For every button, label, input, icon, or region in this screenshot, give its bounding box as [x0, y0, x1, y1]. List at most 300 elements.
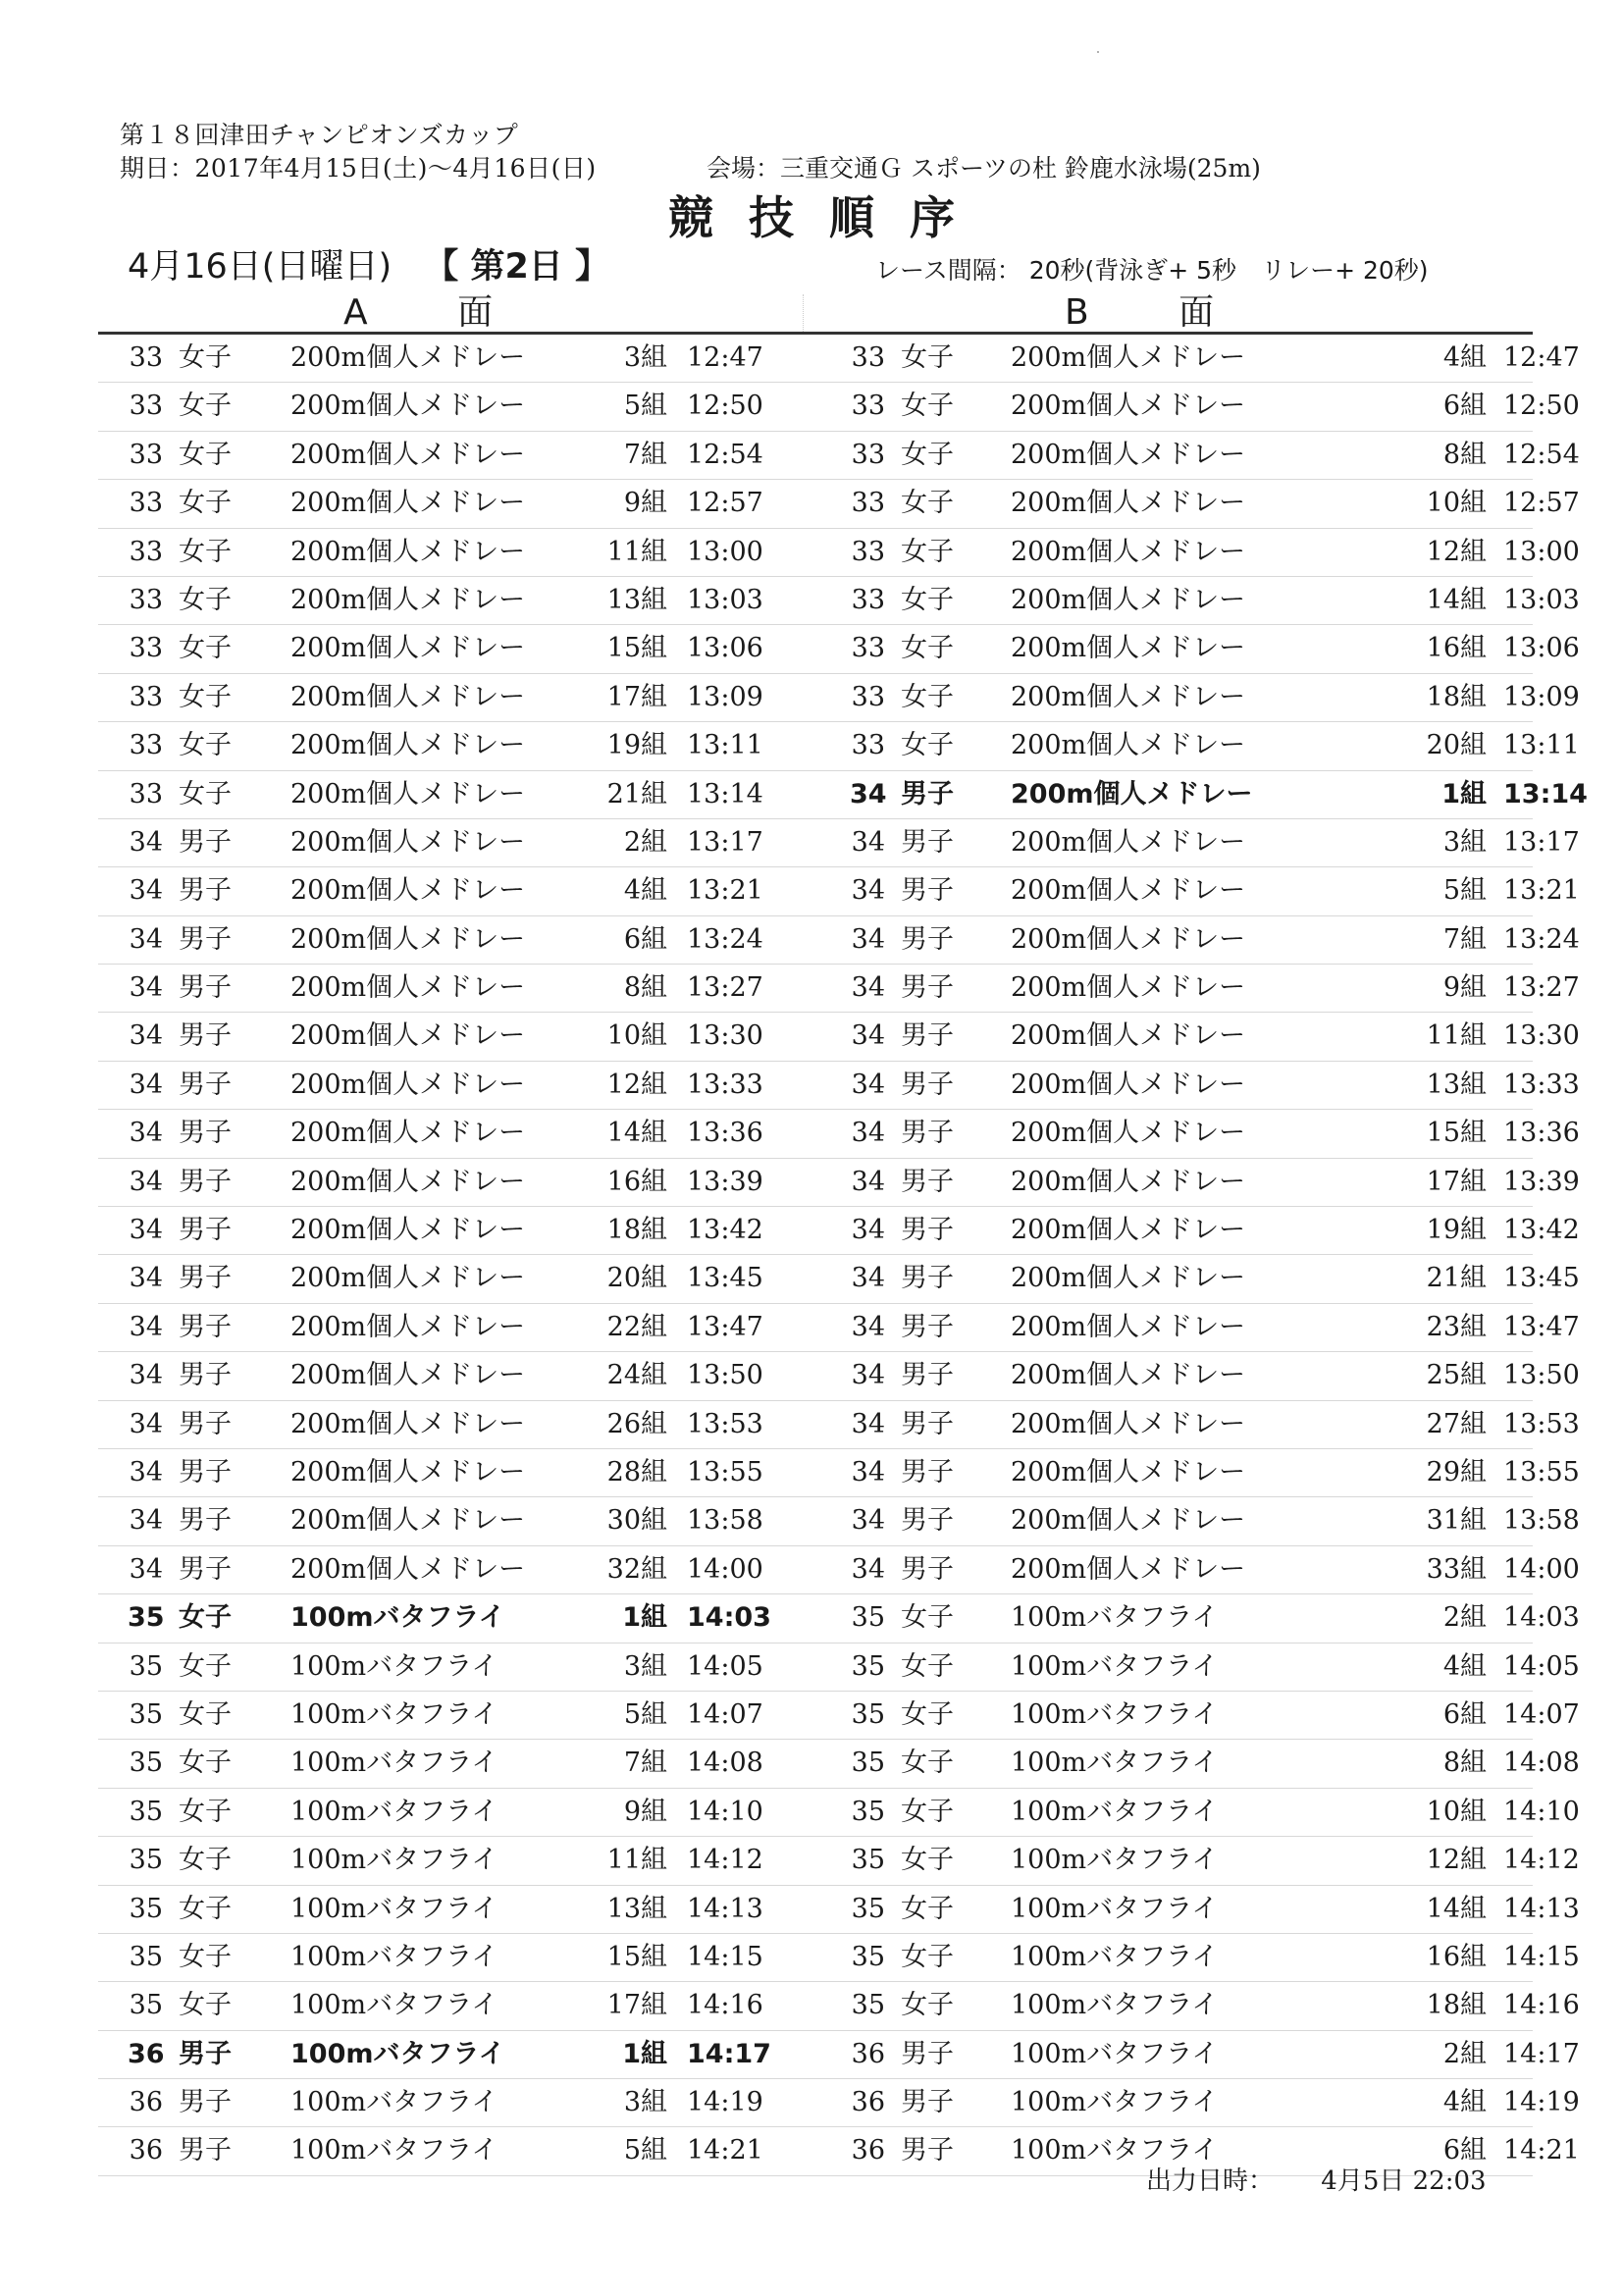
side-b-event-number: 35	[851, 1893, 885, 1924]
table-row	[98, 1594, 1580, 1643]
output-timestamp	[1146, 2161, 1487, 2197]
side-a-start-time: 13:50	[687, 1360, 763, 1391]
side-a-event-number: 34	[129, 1553, 163, 1585]
side-a-event-number: 35	[129, 1650, 163, 1682]
side-a-heat: 1組	[622, 1602, 667, 1634]
side-b-heat: 33組	[1426, 1553, 1487, 1585]
side-a-event-number: 35	[129, 1941, 163, 1972]
side-a-heat: 5組	[623, 391, 667, 422]
side-b-heat: 27組	[1426, 1408, 1487, 1439]
side-b-start-time: 12:57	[1503, 488, 1580, 519]
side-b-event-number: 34	[851, 1408, 885, 1439]
side-a-gender: 男子	[179, 1553, 232, 1585]
side-b-event-number: 35	[851, 1796, 885, 1827]
side-a-heat: 11組	[606, 536, 667, 567]
side-a-gender: 女子	[179, 730, 232, 761]
side-b-start-time: 12:50	[1503, 391, 1580, 422]
side-a-start-time: 14:03	[687, 1602, 771, 1634]
side-b-start-time: 14:19	[1503, 2087, 1580, 2118]
side-b-event-number: 35	[851, 1990, 885, 2021]
side-a-gender: 女子	[179, 1990, 232, 2021]
side-a-heat: 2組	[623, 826, 667, 858]
side-a-event-number: 33	[129, 681, 163, 712]
side-a-heat: 3組	[623, 2087, 667, 2118]
day-heading	[128, 239, 609, 288]
side-a-gender: 男子	[179, 2087, 232, 2118]
side-a-event-name: 200m個人メドレー	[290, 923, 526, 955]
side-b-event-name: 200m個人メドレー	[1011, 778, 1253, 809]
side-a-event-name: 200m個人メドレー	[290, 972, 526, 1004]
side-b-gender: 男子	[901, 1215, 954, 1246]
side-a-gender: 男子	[179, 1020, 232, 1052]
side-b-gender: 男子	[901, 1408, 954, 1439]
side-b-heat: 6組	[1442, 391, 1487, 422]
side-b-event-number: 35	[851, 1941, 885, 1972]
table-row	[98, 625, 1580, 673]
side-b-heat: 16組	[1426, 1941, 1487, 1972]
table-row	[98, 1982, 1580, 2030]
table-row	[98, 335, 1580, 383]
table-row	[98, 965, 1580, 1013]
side-a-gender: 男子	[179, 1505, 232, 1537]
side-a-event-name: 200m個人メドレー	[290, 1166, 526, 1197]
side-b-start-time: 13:53	[1503, 1408, 1580, 1439]
table-row	[98, 674, 1580, 722]
table-row	[98, 916, 1580, 965]
side-b-heat: 2組	[1442, 1602, 1487, 1634]
document-title: 競技順序	[668, 191, 990, 244]
side-b-start-time: 12:54	[1503, 439, 1580, 470]
side-b-event-number: 34	[851, 1505, 885, 1537]
side-b-gender: 男子	[901, 2135, 954, 2166]
side-a-event-name: 200m個人メドレー	[290, 730, 526, 761]
side-a-start-time: 14:19	[687, 2087, 763, 2118]
side-b-event-name: 100mバタフライ	[1011, 1990, 1219, 2021]
side-b-event-name: 200m個人メドレー	[1011, 972, 1246, 1004]
side-a-event-name: 200m個人メドレー	[290, 633, 526, 664]
side-a-gender: 女子	[179, 1698, 232, 1730]
side-a-event-number: 34	[129, 875, 163, 907]
side-b-start-time: 13:36	[1503, 1118, 1580, 1149]
table-row	[98, 1837, 1580, 1885]
side-b-gender: 女子	[901, 1941, 954, 1972]
side-b-event-name: 200m個人メドレー	[1011, 1215, 1246, 1246]
side-b-event-name: 200m個人メドレー	[1011, 1505, 1246, 1537]
side-a-event-name: 200m個人メドレー	[290, 1118, 526, 1149]
side-b-start-time: 13:27	[1503, 972, 1580, 1004]
side-b-heat: 7組	[1442, 923, 1487, 955]
side-b-gender: 男子	[901, 1166, 954, 1197]
side-b-gender: 男子	[901, 1118, 954, 1149]
side-b-start-time: 13:09	[1503, 681, 1580, 712]
day-label: 【 第2日 】	[424, 247, 609, 287]
side-b-gender: 男子	[901, 1020, 954, 1052]
side-b-start-time: 13:30	[1503, 1020, 1580, 1052]
side-a-event-name: 200m個人メドレー	[290, 488, 526, 519]
side-b-gender: 女子	[901, 1698, 954, 1730]
side-b-start-time: 13:21	[1503, 875, 1580, 907]
side-b-start-time: 13:58	[1503, 1505, 1580, 1537]
schedule-table	[98, 335, 1588, 2176]
side-b-heat: 6組	[1442, 1698, 1487, 1730]
side-b-event-name: 100mバタフライ	[1011, 1845, 1219, 1876]
side-b-gender: 女子	[901, 681, 954, 712]
side-b-start-time: 14:16	[1503, 1990, 1580, 2021]
side-a-heat: 5組	[623, 2135, 667, 2166]
table-row	[98, 1789, 1580, 1837]
side-a-gender: 男子	[179, 1263, 232, 1294]
side-b-heat: 14組	[1426, 1893, 1487, 1924]
table-row	[98, 529, 1580, 577]
side-b-event-name: 200m個人メドレー	[1011, 730, 1246, 761]
side-a-event-number: 34	[129, 826, 163, 858]
side-a-start-time: 12:57	[687, 488, 763, 519]
side-a-start-time: 13:06	[687, 633, 763, 664]
side-b-event-number: 34	[851, 1456, 885, 1487]
side-a-event-number: 34	[129, 972, 163, 1004]
side-a-start-time: 13:11	[687, 730, 763, 761]
side-a-heat: 17組	[606, 681, 667, 712]
side-b-event-name: 200m個人メドレー	[1011, 1166, 1246, 1197]
side-b-heat: 31組	[1426, 1505, 1487, 1537]
race-interval: レース間隔： 20秒(背泳ぎ+ 5秒 リレー+ 20秒)	[875, 256, 1429, 285]
side-b-heat: 14組	[1426, 584, 1487, 615]
side-b-event-number: 33	[851, 681, 885, 712]
side-a-start-time: 14:07	[687, 1698, 763, 1730]
side-b-event-number: 34	[851, 923, 885, 955]
side-a-heat: 32組	[606, 1553, 667, 1585]
side-a-event-name: 200m個人メドレー	[290, 342, 526, 373]
side-a-event-number: 36	[128, 2038, 165, 2069]
side-a-heat: 8組	[623, 972, 667, 1004]
side-b-gender: 男子	[901, 826, 954, 858]
side-a-gender: 男子	[179, 1166, 232, 1197]
side-a-gender: 女子	[179, 1893, 232, 1924]
table-row	[98, 480, 1580, 528]
side-a-event-number: 35	[129, 1698, 163, 1730]
side-a-event-number: 34	[129, 1311, 163, 1342]
side-b-start-time: 13:42	[1503, 1215, 1580, 1246]
side-b-heat: 19組	[1426, 1215, 1487, 1246]
side-b-event-number: 34	[851, 1311, 885, 1342]
column-divider	[803, 294, 804, 334]
side-a-event-name: 200m個人メドレー	[290, 875, 526, 907]
side-a-event-number: 34	[129, 1069, 163, 1100]
side-b-heat: 9組	[1442, 972, 1487, 1004]
table-row	[98, 2031, 1580, 2079]
side-a-start-time: 14:17	[687, 2038, 771, 2069]
side-b-start-time: 13:14	[1503, 778, 1588, 809]
side-b-start-time: 14:07	[1503, 1698, 1580, 1730]
side-b-gender: 男子	[901, 1311, 954, 1342]
side-b-gender: 女子	[901, 1893, 954, 1924]
side-b-gender: 男子	[901, 1263, 954, 1294]
side-b-event-number: 34	[850, 778, 887, 809]
side-b-event-name: 200m個人メドレー	[1011, 439, 1246, 470]
side-b-start-time: 14:17	[1503, 2038, 1580, 2069]
side-b-event-number: 34	[851, 1360, 885, 1391]
side-a-event-name: 200m個人メドレー	[290, 439, 526, 470]
side-a-gender: 女子	[179, 1796, 232, 1827]
side-b-event-name: 200m個人メドレー	[1011, 391, 1246, 422]
side-a-heat: 9組	[623, 1796, 667, 1827]
side-b-event-number: 34	[851, 1215, 885, 1246]
side-b-event-name: 100mバタフライ	[1011, 1650, 1219, 1682]
side-b-event-name: 200m個人メドレー	[1011, 1408, 1246, 1439]
table-row	[98, 1401, 1580, 1449]
side-b-heading: B 面	[1065, 292, 1254, 333]
side-b-event-number: 35	[851, 1845, 885, 1876]
side-b-event-name: 200m個人メドレー	[1011, 488, 1246, 519]
side-b-heat: 5組	[1442, 875, 1487, 907]
side-b-start-time: 13:39	[1503, 1166, 1580, 1197]
table-row	[98, 1110, 1580, 1158]
side-a-event-name: 200m個人メドレー	[290, 1456, 526, 1487]
side-a-start-time: 13:53	[687, 1408, 763, 1439]
side-a-heat: 22組	[606, 1311, 667, 1342]
side-a-gender: 女子	[179, 439, 232, 470]
side-b-event-number: 34	[851, 1263, 885, 1294]
table-row	[98, 2079, 1580, 2127]
side-a-event-name: 200m個人メドレー	[290, 1069, 526, 1100]
side-a-start-time: 13:30	[687, 1020, 763, 1052]
side-b-heat: 8組	[1442, 1748, 1487, 1779]
side-a-heat: 5組	[623, 1698, 667, 1730]
side-a-gender: 男子	[179, 1118, 232, 1149]
side-a-gender: 男子	[179, 923, 232, 955]
side-a-heat: 26組	[606, 1408, 667, 1439]
side-b-heat: 12組	[1426, 536, 1487, 567]
side-b-event-name: 200m個人メドレー	[1011, 1311, 1246, 1342]
side-a-heat: 14組	[606, 1118, 667, 1149]
side-a-event-number: 34	[129, 1215, 163, 1246]
side-b-event-number: 36	[851, 2087, 885, 2118]
side-a-event-number: 34	[129, 923, 163, 955]
side-a-event-name: 200m個人メドレー	[290, 1553, 526, 1585]
table-row	[98, 1886, 1580, 1934]
side-a-gender: 男子	[179, 1408, 232, 1439]
side-b-start-time: 13:06	[1503, 633, 1580, 664]
table-row	[98, 1644, 1580, 1692]
table-row	[98, 1159, 1580, 1207]
side-a-event-name: 100mバタフライ	[290, 2135, 498, 2166]
side-a-event-name: 200m個人メドレー	[290, 391, 526, 422]
side-a-start-time: 13:21	[687, 875, 763, 907]
side-b-heat: 3組	[1442, 826, 1487, 858]
side-b-event-name: 100mバタフライ	[1011, 1602, 1219, 1634]
side-b-heat: 20組	[1426, 730, 1487, 761]
side-b-start-time: 13:45	[1503, 1263, 1580, 1294]
side-a-event-number: 36	[129, 2135, 163, 2166]
side-b-gender: 男子	[901, 972, 954, 1004]
side-b-event-number: 33	[851, 536, 885, 567]
side-b-start-time: 13:55	[1503, 1456, 1580, 1487]
side-b-gender: 女子	[901, 1650, 954, 1682]
side-a-gender: 男子	[179, 2135, 232, 2166]
side-a-start-time: 13:24	[687, 923, 763, 955]
side-a-event-name: 100mバタフライ	[290, 1941, 498, 1972]
side-b-gender: 女子	[901, 584, 954, 615]
side-a-start-time: 14:05	[687, 1650, 763, 1682]
table-row	[98, 1013, 1580, 1061]
side-a-start-time: 13:45	[687, 1263, 763, 1294]
table-row	[98, 867, 1580, 915]
side-b-event-name: 100mバタフライ	[1011, 1796, 1219, 1827]
side-b-heat: 25組	[1426, 1360, 1487, 1391]
side-a-gender: 男子	[179, 1456, 232, 1487]
side-a-heat: 20組	[606, 1263, 667, 1294]
side-a-gender: 女子	[179, 536, 232, 567]
side-a-heat: 16組	[606, 1166, 667, 1197]
event-title: 第１８回津田チャンピオンズカップ	[120, 121, 519, 149]
side-a-gender: 女子	[179, 342, 232, 373]
side-b-event-name: 100mバタフライ	[1011, 2038, 1219, 2069]
side-b-gender: 女子	[901, 730, 954, 761]
side-a-gender: 男子	[179, 1069, 232, 1100]
side-a-heat: 17組	[606, 1990, 667, 2021]
side-b-event-name: 200m個人メドレー	[1011, 1020, 1246, 1052]
side-a-gender: 男子	[179, 1215, 232, 1246]
side-b-gender: 女子	[901, 391, 954, 422]
side-b-event-name: 200m個人メドレー	[1011, 536, 1246, 567]
side-b-event-name: 200m個人メドレー	[1011, 1456, 1246, 1487]
side-b-event-name: 200m個人メドレー	[1011, 584, 1246, 615]
side-a-event-name: 100mバタフライ	[290, 1748, 498, 1779]
side-a-gender: 男子	[179, 972, 232, 1004]
side-a-event-number: 34	[129, 1166, 163, 1197]
side-b-gender: 男子	[901, 1456, 954, 1487]
side-b-event-name: 200m個人メドレー	[1011, 826, 1246, 858]
side-b-event-number: 34	[851, 972, 885, 1004]
table-row	[98, 577, 1580, 625]
side-b-event-name: 200m個人メドレー	[1011, 342, 1246, 373]
side-a-event-number: 34	[129, 1118, 163, 1149]
side-b-event-number: 34	[851, 875, 885, 907]
table-row	[98, 1449, 1580, 1497]
table-row	[98, 1692, 1580, 1740]
side-a-event-name: 100mバタフライ	[290, 2087, 498, 2118]
side-b-event-name: 100mバタフライ	[1011, 1893, 1219, 1924]
side-a-event-number: 34	[129, 1505, 163, 1537]
side-b-heat: 2組	[1442, 2038, 1487, 2069]
side-b-event-number: 33	[851, 439, 885, 470]
side-b-event-number: 33	[851, 342, 885, 373]
side-a-event-number: 34	[129, 1263, 163, 1294]
table-row	[98, 1207, 1580, 1255]
side-a-event-name: 200m個人メドレー	[290, 826, 526, 858]
side-a-start-time: 13:36	[687, 1118, 763, 1149]
table-row	[98, 1255, 1580, 1303]
side-b-gender: 男子	[901, 1069, 954, 1100]
side-a-gender: 女子	[179, 633, 232, 664]
side-a-event-name: 100mバタフライ	[290, 1650, 498, 1682]
side-b-heat: 23組	[1426, 1311, 1487, 1342]
side-a-start-time: 13:09	[687, 681, 763, 712]
side-b-event-number: 34	[851, 1553, 885, 1585]
side-a-gender: 男子	[179, 2038, 232, 2069]
side-b-gender: 男子	[901, 923, 954, 955]
side-b-gender: 女子	[901, 536, 954, 567]
side-b-start-time: 14:05	[1503, 1650, 1580, 1682]
side-b-start-time: 13:11	[1503, 730, 1580, 761]
side-a-gender: 女子	[179, 584, 232, 615]
side-b-start-time: 13:24	[1503, 923, 1580, 955]
side-a-gender: 女子	[179, 1650, 232, 1682]
side-b-heat: 4組	[1442, 342, 1487, 373]
side-b-heat: 1組	[1441, 778, 1487, 809]
side-a-start-time: 12:54	[687, 439, 763, 470]
side-b-event-name: 100mバタフライ	[1011, 1698, 1219, 1730]
side-b-heat: 29組	[1426, 1456, 1487, 1487]
side-a-event-number: 35	[129, 1796, 163, 1827]
side-a-heat: 11組	[606, 1845, 667, 1876]
side-a-event-number: 34	[129, 1360, 163, 1391]
side-b-heat: 21組	[1426, 1263, 1487, 1294]
side-a-heat: 7組	[623, 439, 667, 470]
side-a-event-name: 200m個人メドレー	[290, 1311, 526, 1342]
side-a-event-name: 100mバタフライ	[290, 1893, 498, 1924]
side-b-start-time: 13:03	[1503, 584, 1580, 615]
side-b-event-number: 35	[851, 1748, 885, 1779]
side-a-heat: 4組	[623, 875, 667, 907]
scan-speck	[1097, 51, 1099, 53]
side-a-start-time: 13:03	[687, 584, 763, 615]
side-a-event-name: 200m個人メドレー	[290, 681, 526, 712]
side-b-start-time: 13:00	[1503, 536, 1580, 567]
side-b-event-number: 33	[851, 584, 885, 615]
table-row	[98, 432, 1580, 480]
side-b-event-number: 34	[851, 1166, 885, 1197]
side-a-event-number: 33	[129, 391, 163, 422]
side-a-start-time: 12:50	[687, 391, 763, 422]
side-b-gender: 男子	[901, 1505, 954, 1537]
side-a-event-name: 200m個人メドレー	[290, 1263, 526, 1294]
side-b-event-name: 100mバタフライ	[1011, 2135, 1219, 2166]
side-a-gender: 男子	[179, 826, 232, 858]
side-a-event-number: 35	[129, 1990, 163, 2021]
side-a-gender: 男子	[179, 1311, 232, 1342]
side-a-event-name: 200m個人メドレー	[290, 1408, 526, 1439]
side-a-heat: 3組	[623, 342, 667, 373]
side-a-gender: 女子	[179, 1941, 232, 1972]
side-a-heat: 1組	[622, 2038, 667, 2069]
table-row	[98, 722, 1580, 770]
side-b-event-name: 200m個人メドレー	[1011, 633, 1246, 664]
side-a-gender: 女子	[179, 1602, 232, 1634]
side-b-heat: 4組	[1442, 1650, 1487, 1682]
side-a-event-number: 35	[129, 1845, 163, 1876]
side-b-gender: 女子	[901, 1990, 954, 2021]
side-a-event-name: 100mバタフライ	[290, 1698, 498, 1730]
side-a-start-time: 13:55	[687, 1456, 763, 1487]
side-b-start-time: 13:50	[1503, 1360, 1580, 1391]
side-a-start-time: 14:15	[687, 1941, 763, 1972]
side-a-heat: 28組	[606, 1456, 667, 1487]
side-b-start-time: 13:47	[1503, 1311, 1580, 1342]
side-a-event-number: 35	[129, 1748, 163, 1779]
side-b-gender: 男子	[901, 1553, 954, 1585]
side-b-heat: 6組	[1442, 2135, 1487, 2166]
table-row	[98, 771, 1588, 819]
side-b-event-name: 200m個人メドレー	[1011, 681, 1246, 712]
side-a-start-time: 12:47	[687, 342, 763, 373]
table-row	[98, 1934, 1580, 1982]
side-b-event-name: 100mバタフライ	[1011, 1748, 1219, 1779]
side-b-gender: 男子	[901, 875, 954, 907]
table-row	[98, 1497, 1580, 1545]
side-a-event-name: 200m個人メドレー	[290, 536, 526, 567]
side-a-start-time: 14:10	[687, 1796, 763, 1827]
